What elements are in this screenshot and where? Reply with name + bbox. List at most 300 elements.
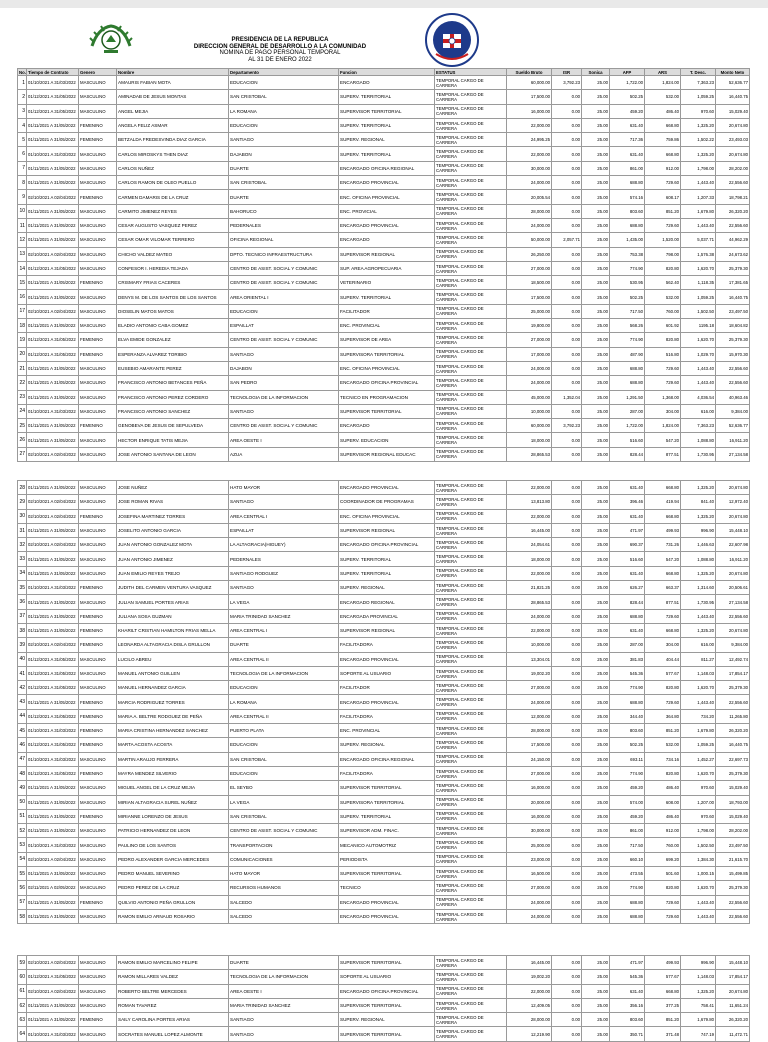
- row-number: 61: [18, 984, 27, 998]
- contract-period-cell: 01/11/2021 A 31/05/2022: [27, 566, 79, 580]
- sonica-cell: 25.00: [582, 666, 610, 680]
- isr-cell: 2,057.71: [552, 233, 582, 247]
- row-number: 1: [18, 76, 27, 90]
- function-cell: SOPORTE AL USUARIO: [339, 970, 435, 984]
- isr-cell: 0.00: [552, 970, 582, 984]
- gross-salary-cell: 27,000.00: [507, 333, 552, 347]
- sonica-cell: 25.00: [582, 895, 610, 909]
- status-cell: TEMPORAL CARGO DE CARRERA: [435, 638, 507, 652]
- sonica-cell: 25.00: [582, 738, 610, 752]
- net-amount-cell: 16,911.20: [716, 552, 750, 566]
- gross-salary-cell: 23,000.00: [507, 852, 552, 866]
- net-amount-cell: 20,674.80: [716, 566, 750, 580]
- isr-cell: 3,792.23: [552, 419, 582, 433]
- net-amount-cell: 26,320.20: [716, 724, 750, 738]
- gross-salary-cell: 26,250.00: [507, 247, 552, 261]
- table-row: [18, 852, 750, 866]
- table-row: [18, 90, 750, 104]
- sonica-cell: 25.00: [582, 361, 610, 375]
- afp-cell: 631.40: [610, 481, 645, 495]
- total-deductions-cell: 1,325.20: [681, 623, 716, 637]
- gross-salary-cell: 28,000.00: [507, 724, 552, 738]
- function-cell: ENCARGADO PROVINCIAL: [339, 909, 435, 923]
- payroll-table-section-1: [17, 68, 750, 462]
- sonica-cell: 25.00: [582, 319, 610, 333]
- department-cell: DUARTE: [229, 956, 339, 970]
- gender-cell: MASCULINO: [79, 404, 117, 418]
- gender-cell: FEMENINO: [79, 133, 117, 147]
- isr-cell: 0.00: [552, 681, 582, 695]
- gross-salary-cell: 28,000.00: [507, 1013, 552, 1027]
- row-number: 24: [18, 404, 27, 418]
- isr-cell: 0.00: [552, 809, 582, 823]
- gross-salary-cell: 13,813.80: [507, 495, 552, 509]
- status-cell: TEMPORAL CARGO DE CARRERA: [435, 218, 507, 232]
- gross-salary-cell: 18,000.00: [507, 552, 552, 566]
- isr-cell: 0.00: [552, 709, 582, 723]
- ars-cell: 601.92: [645, 319, 681, 333]
- function-cell: SUPERV. TERRITORIAL: [339, 290, 435, 304]
- employee-name-cell: ELADIO ANTONIO CABA GOMEZ: [117, 319, 229, 333]
- function-cell: ENC. OFICINA PROVINCIAL: [339, 190, 435, 204]
- afp-cell: 459.20: [610, 781, 645, 795]
- top-band: [0, 0, 768, 8]
- contract-period-cell: 02/10/2021 A 02/04/2022: [27, 247, 79, 261]
- sonica-cell: 25.00: [582, 652, 610, 666]
- row-number: 59: [18, 956, 27, 970]
- afp-cell: 1,722.00: [610, 419, 645, 433]
- net-amount-cell: 12,492.74: [716, 652, 750, 666]
- isr-cell: 0.00: [552, 998, 582, 1012]
- afp-cell: 803.60: [610, 724, 645, 738]
- total-deductions-cell: 970.60: [681, 809, 716, 823]
- employee-name-cell: ELVA EMIDE GONZALEZ: [117, 333, 229, 347]
- contract-period-cell: 01/11/2021 A 31/05/2022: [27, 176, 79, 190]
- row-number: 10: [18, 204, 27, 218]
- gross-salary-cell: 50,000.00: [507, 233, 552, 247]
- employee-name-cell: JOSEFINA MARTINEZ TORRES: [117, 509, 229, 523]
- department-cell: HATO MAYOR: [229, 867, 339, 881]
- net-amount-cell: 25,379.30: [716, 881, 750, 895]
- row-number: 21: [18, 361, 27, 375]
- gross-salary-cell: 25,000.00: [507, 838, 552, 852]
- status-cell: TEMPORAL CARGO DE CARRERA: [435, 161, 507, 175]
- employee-name-cell: MARTA ACOSTA ACOSTA: [117, 738, 229, 752]
- status-cell: TEMPORAL CARGO DE CARRERA: [435, 261, 507, 275]
- table-row: [18, 984, 750, 998]
- status-cell: TEMPORAL CARGO DE CARRERA: [435, 447, 507, 461]
- table-row: [18, 970, 750, 984]
- contract-period-cell: 02/10/2021 A 02/04/2022: [27, 190, 79, 204]
- table-row: [18, 133, 750, 147]
- function-cell: SUP. AREA AGROPECUARIA: [339, 261, 435, 275]
- isr-cell: 0.00: [552, 433, 582, 447]
- net-amount-cell: 25,379.30: [716, 333, 750, 347]
- department-cell: SALCEDO: [229, 909, 339, 923]
- total-deductions-cell: 1,443.40: [681, 376, 716, 390]
- net-amount-cell: 15,970.30: [716, 347, 750, 361]
- status-cell: TEMPORAL CARGO DE CARRERA: [435, 118, 507, 132]
- row-number: 57: [18, 895, 27, 909]
- status-cell: TEMPORAL CARGO DE CARRERA: [435, 104, 507, 118]
- gender-cell: MASCULINO: [79, 984, 117, 998]
- row-number: 6: [18, 147, 27, 161]
- afp-cell: 828.44: [610, 595, 645, 609]
- total-deductions-cell: 1,443.40: [681, 909, 716, 923]
- isr-cell: 0.00: [552, 190, 582, 204]
- function-cell: SUPERVISOR TERRITORIAL: [339, 781, 435, 795]
- contract-period-cell: 01/10/2021 A 31/03/2022: [27, 1027, 79, 1041]
- table-row: [18, 581, 750, 595]
- ars-cell: 419.94: [645, 495, 681, 509]
- status-cell: TEMPORAL CARGO DE CARRERA: [435, 867, 507, 881]
- function-cell: ENCARGADO REGIONAL: [339, 595, 435, 609]
- employee-name-cell: MIRIAN ALTAGRACIA SUREL NUÑEZ: [117, 795, 229, 809]
- sonica-cell: 25.00: [582, 419, 610, 433]
- gender-cell: MASCULINO: [79, 433, 117, 447]
- contract-period-cell: 01/11/2021 A 31/05/2022: [27, 909, 79, 923]
- isr-cell: 0.00: [552, 276, 582, 290]
- gender-cell: FEMENINO: [79, 1013, 117, 1027]
- net-amount-cell: 16,911.20: [716, 433, 750, 447]
- status-cell: TEMPORAL CARGO DE CARRERA: [435, 581, 507, 595]
- table-row: [18, 1013, 750, 1027]
- ars-cell: 1,368.00: [645, 390, 681, 404]
- afp-cell: 631.40: [610, 566, 645, 580]
- net-amount-cell: 22,556.60: [716, 218, 750, 232]
- afp-cell: 356.16: [610, 998, 645, 1012]
- total-deductions-cell: 970.60: [681, 781, 716, 795]
- isr-cell: 0.00: [552, 347, 582, 361]
- gross-salary-cell: 10,000.00: [507, 404, 552, 418]
- function-cell: FACILITADORA: [339, 638, 435, 652]
- employee-name-cell: ROBERTO BELTRE MERCEDES: [117, 984, 229, 998]
- gross-salary-cell: 17,500.00: [507, 290, 552, 304]
- row-number: 15: [18, 276, 27, 290]
- employee-name-cell: CESAR AUGUSTO VASQUEZ PEREZ: [117, 218, 229, 232]
- contract-period-cell: 02/10/2021 A 02/04/2022: [27, 447, 79, 461]
- sonica-cell: 25.00: [582, 261, 610, 275]
- net-amount-cell: 22,556.60: [716, 909, 750, 923]
- net-amount-cell: 15,029.40: [716, 104, 750, 118]
- ars-cell: 729.60: [645, 609, 681, 623]
- afp-cell: 688.80: [610, 376, 645, 390]
- status-cell: TEMPORAL CARGO DE CARRERA: [435, 319, 507, 333]
- net-amount-cell: 20,674.80: [716, 481, 750, 495]
- afp-cell: 688.80: [610, 895, 645, 909]
- isr-cell: 0.00: [552, 495, 582, 509]
- sonica-cell: 25.00: [582, 970, 610, 984]
- status-cell: TEMPORAL CARGO DE CARRERA: [435, 652, 507, 666]
- department-cell: SALCEDO: [229, 895, 339, 909]
- table-row: [18, 218, 750, 232]
- ars-cell: 820.80: [645, 333, 681, 347]
- isr-cell: 0.00: [552, 738, 582, 752]
- gross-salary-cell: 22,000.00: [507, 623, 552, 637]
- total-deductions-cell: 1,620.70: [681, 681, 716, 695]
- employee-name-cell: LEONARDA ALTAGRACIA DISLA GRULLON: [117, 638, 229, 652]
- gross-salary-cell: 16,445.00: [507, 956, 552, 970]
- sonica-cell: 25.00: [582, 204, 610, 218]
- header-line-nomina: NOMINA DE PAGO PERSONAL TEMPORAL: [219, 50, 341, 56]
- function-cell: ENCARGADO: [339, 233, 435, 247]
- function-cell: SUPERVISOR TERRITORIAL: [339, 867, 435, 881]
- status-cell: TEMPORAL CARGO DE CARRERA: [435, 781, 507, 795]
- ars-cell: 820.80: [645, 766, 681, 780]
- gross-salary-cell: 24,000.00: [507, 376, 552, 390]
- col-header-sonica: Sonica: [582, 69, 610, 76]
- total-deductions-cell: 1,502.22: [681, 133, 716, 147]
- function-cell: ENC. OFICINA PROVINCIAL: [339, 361, 435, 375]
- department-cell: RECURSOS HUMANOS: [229, 881, 339, 895]
- gender-cell: MASCULINO: [79, 161, 117, 175]
- isr-cell: 0.00: [552, 781, 582, 795]
- net-amount-cell: 17,381.65: [716, 276, 750, 290]
- table-row: [18, 204, 750, 218]
- gross-salary-cell: 22,000.00: [507, 509, 552, 523]
- function-cell: ENCARGADO PROVINCIAL: [339, 895, 435, 909]
- function-cell: ENCARGADO OFICINA PROVINCIAL: [339, 984, 435, 998]
- ars-cell: 668.80: [645, 147, 681, 161]
- function-cell: ENCARGADO OFICINA PROVINCIAL: [339, 538, 435, 552]
- col-header-gender: Genero: [79, 69, 117, 76]
- col-header-status: ESTATUS: [435, 69, 507, 76]
- status-cell: TEMPORAL CARGO DE CARRERA: [435, 204, 507, 218]
- isr-cell: 0.00: [552, 895, 582, 909]
- contract-period-cell: 01/11/2021 A 31/05/2022: [27, 552, 79, 566]
- department-cell: EDUCACION: [229, 681, 339, 695]
- function-cell: SUPERVISORA TERRITORIAL: [339, 347, 435, 361]
- isr-cell: 0.00: [552, 724, 582, 738]
- status-cell: TEMPORAL CARGO DE CARRERA: [435, 523, 507, 537]
- contract-period-cell: 01/12/2021 A 31/05/2022: [27, 333, 79, 347]
- contract-period-cell: 02/10/2021 A 02/04/2022: [27, 538, 79, 552]
- gender-cell: MASCULINO: [79, 481, 117, 495]
- function-cell: SUPERVISOR REGIONAL: [339, 623, 435, 637]
- employee-name-cell: MANUEL HERNANDEZ GARCIA: [117, 681, 229, 695]
- afp-cell: 471.97: [610, 956, 645, 970]
- gender-cell: MASCULINO: [79, 76, 117, 90]
- net-amount-cell: 22,556.60: [716, 695, 750, 709]
- net-amount-cell: 23,497.50: [716, 304, 750, 318]
- contract-period-cell: 01/10/2021 A 31/03/2022: [27, 724, 79, 738]
- status-cell: TEMPORAL CARGO DE CARRERA: [435, 956, 507, 970]
- employee-name-cell: AMAURIS FABIAN MOTA: [117, 76, 229, 90]
- ars-cell: 731.26: [645, 538, 681, 552]
- employee-name-cell: CRISMARY FRIAS CACERES: [117, 276, 229, 290]
- employee-name-cell: JUDITH DEL CARMEN VENTURA VASQUEZ: [117, 581, 229, 595]
- ars-cell: 371.48: [645, 1027, 681, 1041]
- sonica-cell: 25.00: [582, 447, 610, 461]
- status-cell: TEMPORAL CARGO DE CARRERA: [435, 738, 507, 752]
- row-number: 62: [18, 998, 27, 1012]
- function-cell: ENC. OFICINA PROVINCIAL: [339, 509, 435, 523]
- gender-cell: FEMENINO: [79, 347, 117, 361]
- gross-salary-cell: 19,800.00: [507, 319, 552, 333]
- afp-cell: 693.11: [610, 752, 645, 766]
- total-deductions-cell: 1,000.15: [681, 867, 716, 881]
- status-cell: TEMPORAL CARGO DE CARRERA: [435, 709, 507, 723]
- contract-period-cell: 01/11/2021 A 31/05/2022: [27, 595, 79, 609]
- status-cell: TEMPORAL CARGO DE CARRERA: [435, 176, 507, 190]
- net-amount-cell: 22,556.60: [716, 895, 750, 909]
- status-cell: TEMPORAL CARGO DE CARRERA: [435, 1013, 507, 1027]
- afp-cell: 774.90: [610, 681, 645, 695]
- employee-name-cell: JOSE NUÑEZ: [117, 481, 229, 495]
- isr-cell: 0.00: [552, 404, 582, 418]
- department-cell: SAN CRISTOBAL: [229, 809, 339, 823]
- afp-cell: 1,722.00: [610, 76, 645, 90]
- function-cell: SUPERV. TERRITORIAL: [339, 566, 435, 580]
- status-cell: TEMPORAL CARGO DE CARRERA: [435, 623, 507, 637]
- total-deductions-cell: 1,443.40: [681, 218, 716, 232]
- total-deductions-cell: 4,036.54: [681, 390, 716, 404]
- employee-name-cell: LUCILO ABREU: [117, 652, 229, 666]
- total-deductions-cell: 996.90: [681, 523, 716, 537]
- gender-cell: MASCULINO: [79, 867, 117, 881]
- isr-cell: 0.00: [552, 147, 582, 161]
- gender-cell: FEMENINO: [79, 419, 117, 433]
- function-cell: SUPERV. TERRITORIAL: [339, 118, 435, 132]
- afp-cell: 516.60: [610, 433, 645, 447]
- sonica-cell: 25.00: [582, 481, 610, 495]
- employee-name-cell: AMINADAB DE JESUS MONTAS: [117, 90, 229, 104]
- department-cell: DPTO. TECNICO INFRAESTRUCTURA: [229, 247, 339, 261]
- ars-cell: 820.80: [645, 881, 681, 895]
- status-cell: TEMPORAL CARGO DE CARRERA: [435, 881, 507, 895]
- total-deductions-cell: 1,325.20: [681, 481, 716, 495]
- row-number: 14: [18, 261, 27, 275]
- row-number: 25: [18, 419, 27, 433]
- department-cell: SANTIAGO: [229, 495, 339, 509]
- afp-cell: 688.80: [610, 609, 645, 623]
- function-cell: SUPERVISOR REGIONAL: [339, 523, 435, 537]
- ars-cell: 760.00: [645, 838, 681, 852]
- status-cell: TEMPORAL CARGO DE CARRERA: [435, 509, 507, 523]
- employee-name-cell: MARIA CRISTINA HERNANDEZ SANCHEZ: [117, 724, 229, 738]
- row-number: 60: [18, 970, 27, 984]
- status-cell: TEMPORAL CARGO DE CARRERA: [435, 566, 507, 580]
- afp-cell: 688.80: [610, 909, 645, 923]
- row-number: 58: [18, 909, 27, 923]
- department-cell: SANTIAGO: [229, 347, 339, 361]
- total-deductions-cell: 747.19: [681, 1027, 716, 1041]
- status-cell: TEMPORAL CARGO DE CARRERA: [435, 419, 507, 433]
- net-amount-cell: 15,499.85: [716, 867, 750, 881]
- status-cell: TEMPORAL CARGO DE CARRERA: [435, 333, 507, 347]
- total-deductions-cell: 734.20: [681, 709, 716, 723]
- gender-cell: MASCULINO: [79, 681, 117, 695]
- gross-salary-cell: 24,000.00: [507, 361, 552, 375]
- afp-cell: 717.50: [610, 304, 645, 318]
- afp-cell: 626.27: [610, 581, 645, 595]
- function-cell: SUPERVISOR TERRITORIAL: [339, 998, 435, 1012]
- isr-cell: 0.00: [552, 638, 582, 652]
- isr-cell: 0.00: [552, 176, 582, 190]
- gender-cell: MASCULINO: [79, 909, 117, 923]
- gender-cell: FEMENINO: [79, 190, 117, 204]
- ars-cell: 499.93: [645, 956, 681, 970]
- net-amount-cell: 9,384.00: [716, 638, 750, 652]
- ars-cell: 668.80: [645, 481, 681, 495]
- ars-cell: 516.80: [645, 347, 681, 361]
- sonica-cell: 25.00: [582, 390, 610, 404]
- gender-cell: MASCULINO: [79, 218, 117, 232]
- gender-cell: MASCULINO: [79, 881, 117, 895]
- employee-name-cell: CESAR OMAR VILOMAR TERRERO: [117, 233, 229, 247]
- table-header-row: [18, 69, 750, 76]
- gross-salary-cell: 30,000.00: [507, 161, 552, 175]
- afp-cell: 631.40: [610, 147, 645, 161]
- row-number: 19: [18, 333, 27, 347]
- gross-salary-cell: 24,000.00: [507, 609, 552, 623]
- department-cell: CENTRO DE ASIST. SOCIAL Y COMUNIC: [229, 419, 339, 433]
- status-cell: TEMPORAL CARGO DE CARRERA: [435, 276, 507, 290]
- sonica-cell: 25.00: [582, 581, 610, 595]
- function-cell: FACILITADORA: [339, 709, 435, 723]
- col-header-number: No.: [19, 69, 26, 75]
- row-number: 48: [18, 766, 27, 780]
- department-cell: PEDERNALES: [229, 552, 339, 566]
- isr-cell: 0.00: [552, 204, 582, 218]
- total-deductions-cell: 1,620.70: [681, 261, 716, 275]
- table-row: [18, 638, 750, 652]
- sonica-cell: 25.00: [582, 161, 610, 175]
- gender-cell: MASCULINO: [79, 447, 117, 461]
- row-number: 4: [18, 118, 27, 132]
- ars-cell: 760.00: [645, 304, 681, 318]
- gender-cell: MASCULINO: [79, 304, 117, 318]
- status-cell: TEMPORAL CARGO DE CARRERA: [435, 404, 507, 418]
- sonica-cell: 25.00: [582, 218, 610, 232]
- ars-cell: 532.00: [645, 290, 681, 304]
- department-cell: AREA ORIENTAL I: [229, 290, 339, 304]
- row-number: 32: [18, 538, 27, 552]
- employee-name-cell: SOCRATES MANUEL LOPEZ ALMONTE: [117, 1027, 229, 1041]
- gender-cell: MASCULINO: [79, 495, 117, 509]
- status-cell: TEMPORAL CARGO DE CARRERA: [435, 376, 507, 390]
- sonica-cell: 25.00: [582, 333, 610, 347]
- net-amount-cell: 27,134.58: [716, 595, 750, 609]
- sonica-cell: 25.00: [582, 724, 610, 738]
- employee-name-cell: CARLOS NUÑEZ: [117, 161, 229, 175]
- gross-salary-cell: 19,002.20: [507, 970, 552, 984]
- gender-cell: FEMENINO: [79, 738, 117, 752]
- function-cell: SUPERVISOR TERRITORIAL: [339, 404, 435, 418]
- table-row: [18, 261, 750, 275]
- function-cell: ENCARGADO OFICINA PROVINCIAL: [339, 376, 435, 390]
- ars-cell: 729.60: [645, 361, 681, 375]
- total-deductions-cell: 1,620.70: [681, 766, 716, 780]
- afp-cell: 568.26: [610, 319, 645, 333]
- contract-period-cell: 02/10/2021 A 02/04/2022: [27, 984, 79, 998]
- total-deductions-cell: 1,620.70: [681, 333, 716, 347]
- function-cell: FACILITADORA: [339, 766, 435, 780]
- contract-period-cell: 02/10/2021 A 02/04/2022: [27, 956, 79, 970]
- total-deductions-cell: 758.41: [681, 998, 716, 1012]
- afp-cell: 774.90: [610, 261, 645, 275]
- net-amount-cell: 27,134.58: [716, 447, 750, 461]
- gender-cell: FEMENINO: [79, 509, 117, 523]
- gender-cell: MASCULINO: [79, 666, 117, 680]
- gross-salary-cell: 12,000.00: [507, 709, 552, 723]
- total-deductions-cell: 1,325.20: [681, 509, 716, 523]
- employee-name-cell: MARCIA RODRIGUEZ TORRES: [117, 695, 229, 709]
- gross-salary-cell: 21,821.25: [507, 581, 552, 595]
- status-cell: TEMPORAL CARGO DE CARRERA: [435, 998, 507, 1012]
- net-amount-cell: 25,379.30: [716, 261, 750, 275]
- contract-period-cell: 01/12/2021 A 31/05/2022: [27, 104, 79, 118]
